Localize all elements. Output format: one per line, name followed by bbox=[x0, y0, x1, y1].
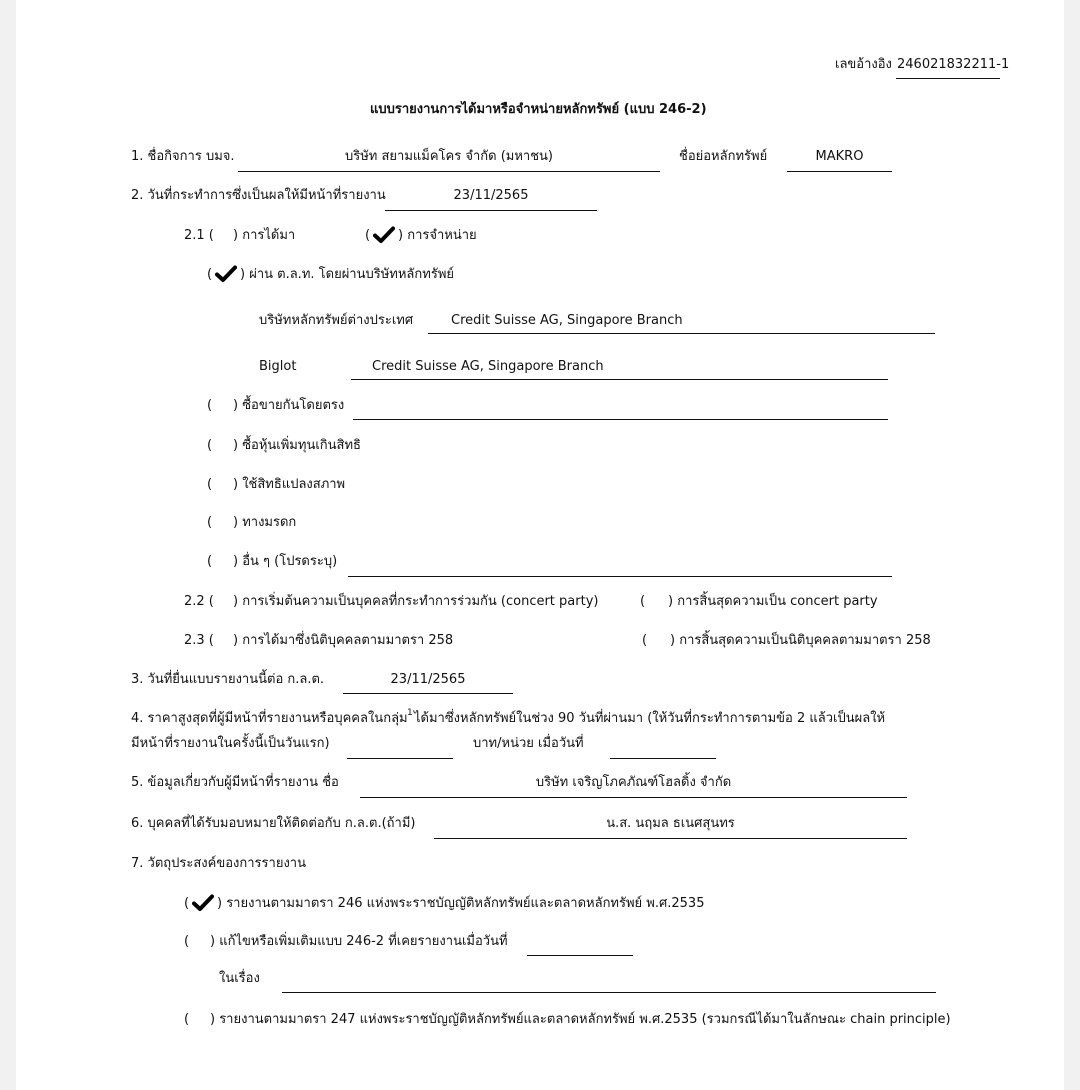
amend-subject-label: ในเรื่อง bbox=[219, 971, 260, 986]
biglot-field[interactable]: Credit Suisse AG, Singapore Branch bbox=[372, 359, 604, 374]
max-price-underline[interactable] bbox=[347, 758, 453, 759]
transaction-date-label: 2. วันที่กระทำการซึ่งเป็นผลให้มีหน้าที่รายงาน bbox=[131, 188, 386, 203]
amend-subject-underline[interactable] bbox=[282, 992, 936, 993]
symbol-field[interactable]: MAKRO bbox=[815, 149, 864, 164]
concert-end-open: ( bbox=[640, 594, 646, 609]
biglot-underline bbox=[351, 379, 888, 380]
purpose-amend-open: ( bbox=[184, 934, 190, 949]
max-price-text-1b: ได้มาซึ่งหลักทรัพย์ในช่วง 90 วันที่ผ่านมา (ให้วันที่กระทำการตามข้อ 2 แล้วเป็นผลให้ bbox=[414, 711, 886, 726]
258-end-open: ( bbox=[642, 633, 648, 648]
option-dispose-open: ( bbox=[365, 228, 371, 243]
filing-date-label: 3. วันที่ยื่นแบบรายงานนี้ต่อ ก.ล.ต. bbox=[131, 672, 325, 687]
foreign-broker-underline bbox=[428, 333, 935, 334]
checkmark-icon[interactable] bbox=[215, 265, 233, 283]
filing-date-underline bbox=[343, 693, 513, 694]
option-258-acquire[interactable]: ) การได้มาซึ่งนิติบุคคลตามมาตรา 258 bbox=[233, 633, 454, 648]
opt-open: ( bbox=[207, 398, 213, 413]
transaction-date-underline bbox=[385, 210, 597, 211]
option-dispose[interactable]: ) การจำหน่าย bbox=[398, 228, 477, 243]
transaction-date-field[interactable]: 23/11/2565 bbox=[453, 188, 529, 203]
contact-underline bbox=[434, 838, 907, 839]
other-underline bbox=[348, 576, 892, 577]
reporter-name-field[interactable]: บริษัท เจริญโภคภัณฑ์โฮลดิ้ง จำกัด bbox=[535, 775, 732, 790]
option-acquire[interactable]: ) การได้มา bbox=[233, 228, 296, 243]
ref-number: 246021832211-1 bbox=[897, 57, 1010, 72]
company-name-field[interactable]: บริษัท สยามแม็คโคร จำกัด (มหาชน) bbox=[344, 149, 554, 164]
section-2-3-prefix: 2.3 ( bbox=[184, 633, 214, 648]
reporter-underline bbox=[360, 797, 907, 798]
company-label: 1. ชื่อกิจการ บมจ. bbox=[131, 149, 235, 164]
purpose-label: 7. วัตถุประสงค์ของการรายงาน bbox=[131, 856, 306, 871]
max-price-text-2: มีหน้าที่รายงานในครั้งนี้เป็นวันแรก) bbox=[131, 736, 330, 751]
foreign-broker-label: บริษัทหลักทรัพย์ต่างประเทศ bbox=[259, 313, 414, 328]
opt-open: ( bbox=[207, 438, 213, 453]
option-excess-rights[interactable]: ) ซื้อหุ้นเพิ่มทุนเกินสิทธิ bbox=[233, 438, 361, 453]
option-258-end[interactable]: ) การสิ้นสุดความเป็นนิติบุคคลตามมาตรา 258 bbox=[670, 633, 931, 648]
max-price-unit: บาท/หน่วย เมื่อวันที่ bbox=[473, 736, 584, 751]
footnote-marker: 1 bbox=[407, 708, 413, 718]
opt-open: ( bbox=[207, 554, 213, 569]
purpose-246[interactable]: ) รายงานตามมาตรา 246 แห่งพระราชบัญญัติหลักทรัพย์และตลาดหลักทรัพย์ พ.ศ.2535 bbox=[217, 896, 705, 911]
direct-trade-underline bbox=[353, 419, 888, 420]
contact-label: 6. บุคคลที่ได้รับมอบหมายให้ติดต่อกับ ก.ล.ต.(ถ้ามี) bbox=[131, 816, 416, 831]
purpose-amend[interactable]: ) แก้ไขหรือเพิ่มเติมแบบ 246-2 ที่เคยรายงานเมื่อวันที่ bbox=[210, 934, 508, 949]
option-inheritance[interactable]: ) ทางมรดก bbox=[233, 515, 297, 530]
purpose-246-open: ( bbox=[184, 896, 190, 911]
filing-date-field[interactable]: 23/11/2565 bbox=[390, 672, 466, 687]
checkmark-icon[interactable] bbox=[373, 226, 391, 244]
option-concert-start[interactable]: ) การเริ่มต้นความเป็นบุคคลที่กระทำการร่วมกัน (concert party) bbox=[233, 594, 599, 609]
foreign-broker-field[interactable]: Credit Suisse AG, Singapore Branch bbox=[451, 313, 683, 328]
contact-name-field[interactable]: น.ส. นฤมล ธเนศสุนทร bbox=[606, 816, 735, 831]
purpose-247[interactable]: ) รายงานตามมาตรา 247 แห่งพระราชบัญญัติหลักทรัพย์และตลาดหลักทรัพย์ พ.ศ.2535 (รวมกรณีได้มาในลักษณะ chain principle) bbox=[210, 1012, 951, 1027]
opt-open: ( bbox=[207, 477, 213, 492]
symbol-underline bbox=[787, 171, 892, 172]
checkmark-icon[interactable] bbox=[192, 894, 210, 912]
max-price-text-1a: 4. ราคาสูงสุดที่ผู้มีหน้าที่รายงานหรือบุคคลในกลุ่ม bbox=[131, 711, 408, 726]
ref-label: เลขอ้างอิง bbox=[835, 57, 892, 72]
reporter-label: 5. ข้อมูลเกี่ยวกับผู้มีหน้าที่รายงาน ชื่อ bbox=[131, 775, 339, 790]
option-concert-end[interactable]: ) การสิ้นสุดความเป็น concert party bbox=[668, 594, 878, 609]
amend-date-underline[interactable] bbox=[527, 955, 633, 956]
section-2-1-prefix: 2.1 ( bbox=[184, 228, 214, 243]
max-price-date-underline[interactable] bbox=[610, 758, 716, 759]
company-underline bbox=[238, 171, 660, 172]
ref-underline bbox=[896, 78, 1000, 79]
purpose-247-open: ( bbox=[184, 1012, 190, 1027]
section-2-2-prefix: 2.2 ( bbox=[184, 594, 214, 609]
form-title: แบบรายงานการได้มาหรือจำหน่ายหลักทรัพย์ (แบบ 246-2) bbox=[370, 102, 707, 117]
option-direct-trade[interactable]: ) ซื้อขายกันโดยตรง bbox=[233, 398, 345, 413]
option-via-set[interactable]: ) ผ่าน ต.ล.ท. โดยผ่านบริษัทหลักทรัพย์ bbox=[240, 267, 455, 282]
symbol-label: ชื่อย่อหลักทรัพย์ bbox=[679, 149, 768, 164]
biglot-label: Biglot bbox=[259, 359, 297, 374]
via-open: ( bbox=[207, 267, 213, 282]
option-conversion[interactable]: ) ใช้สิทธิแปลงสภาพ bbox=[233, 477, 346, 492]
option-other[interactable]: ) อื่น ๆ (โปรดระบุ) bbox=[233, 554, 338, 569]
opt-open: ( bbox=[207, 515, 213, 530]
